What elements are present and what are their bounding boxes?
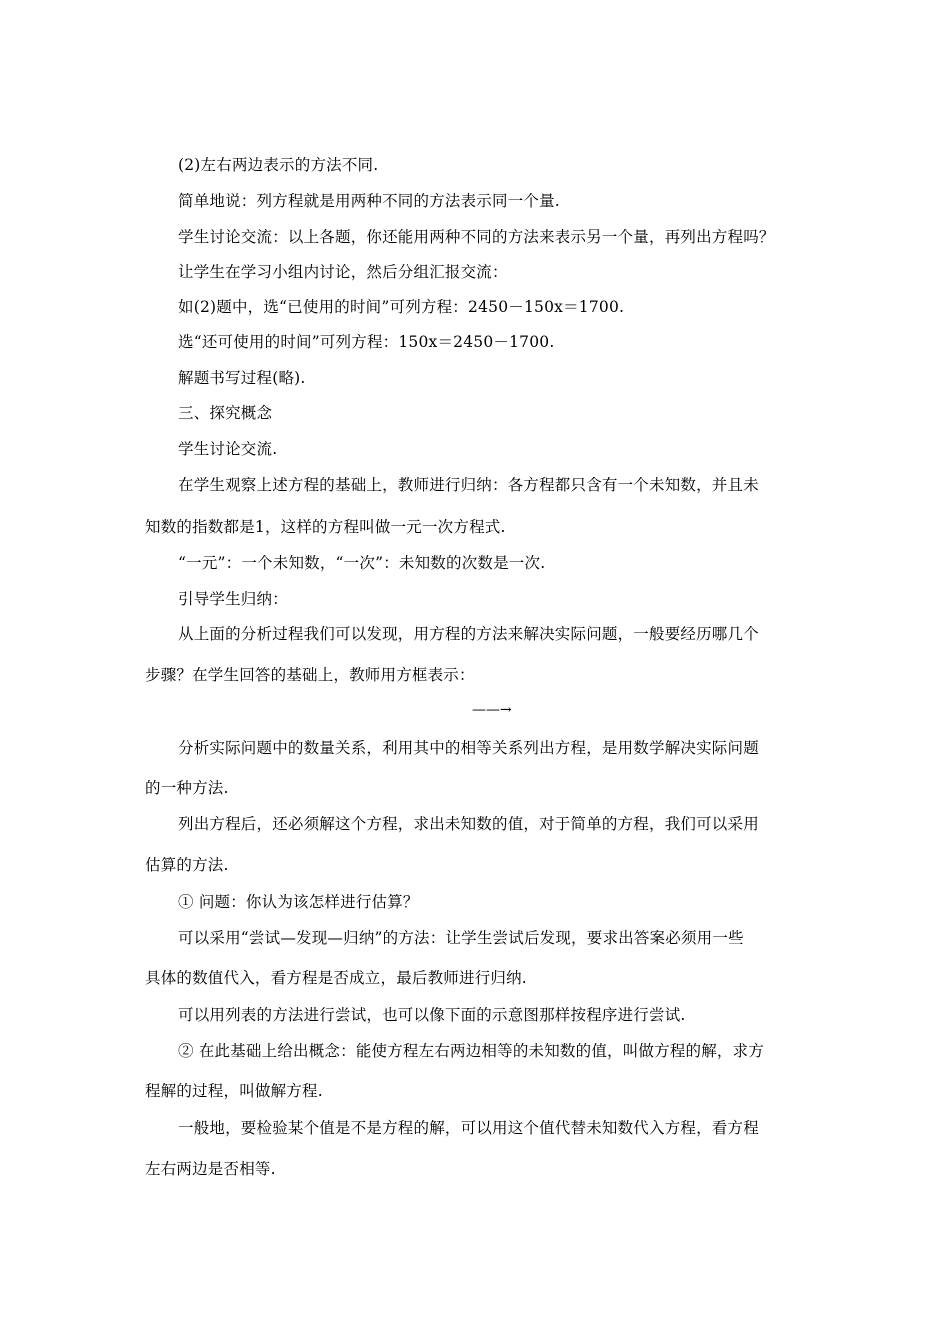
- paragraph-line-20: 估算的方法.: [145, 856, 229, 874]
- paragraph-line-23: 具体的数值代入，看方程是否成立，最后教师进行归纳.: [145, 969, 527, 987]
- paragraph-line-21: ① 问题：你认为该怎样进行估算？: [178, 893, 419, 911]
- paragraph-line-25: ② 在此基础上给出概念：能使方程左右两边相等的未知数的值，叫做方程的解，求方: [178, 1042, 765, 1060]
- paragraph-line-5: 如(2)题中，选“已使用的时间”可列方程：2450－150x＝1700.: [178, 298, 625, 316]
- paragraph-line-6: 选“还可使用的时间”可列方程：150x＝2450－1700.: [178, 333, 555, 351]
- arrow-icon: ——→: [472, 702, 512, 718]
- paragraph-line-11: 知数的指数都是1，这样的方程叫做一元一次方程式.: [145, 518, 506, 536]
- paragraph-line-27: 一般地，要检验某个值是不是方程的解，可以用这个值代替未知数代入方程，看方程: [178, 1119, 759, 1137]
- paragraph-line-10: 在学生观察上述方程的基础上，教师进行归纳：各方程都只含有一个未知数，并且未: [178, 476, 759, 494]
- paragraph-line-9: 学生讨论交流.: [178, 440, 278, 458]
- paragraph-line-7: 解题书写过程(略).: [178, 369, 306, 387]
- paragraph-line-13: 引导学生归纳：: [178, 590, 288, 608]
- paragraph-line-14: 从上面的分析过程我们可以发现，用方程的方法来解决实际问题，一般要经历哪几个: [178, 625, 759, 643]
- paragraph-line-3: 学生讨论交流：以上各题，你还能用两种不同的方法来表示另一个量，再列出方程吗？: [178, 228, 775, 246]
- paragraph-line-1: (2)左右两边表示的方法不同.: [178, 156, 379, 174]
- paragraph-line-18: 的一种方法.: [145, 779, 229, 797]
- paragraph-line-22: 可以采用“尝试—发现—归纳”的方法：让学生尝试后发现，要求出答案必须用一些: [178, 929, 744, 947]
- paragraph-line-15: 步骤？在学生回答的基础上，教师用方框表示：: [145, 666, 475, 684]
- paragraph-line-2: 简单地说：列方程就是用两种不同的方法表示同一个量.: [178, 192, 560, 210]
- paragraph-line-28: 左右两边是否相等.: [145, 1160, 276, 1178]
- paragraph-line-19: 列出方程后，还必须解这个方程，求出未知数的值，对于简单的方程，我们可以采用: [178, 815, 759, 833]
- paragraph-line-26: 程解的过程，叫做解方程.: [145, 1082, 323, 1100]
- paragraph-line-12: “一元”：一个未知数，“一次”：未知数的次数是一次.: [178, 554, 546, 572]
- paragraph-line-4: 让学生在学习小组内讨论，然后分组汇报交流：: [178, 263, 508, 281]
- paragraph-line-24: 可以用列表的方法进行尝试，也可以像下面的示意图那样按程序进行尝试.: [178, 1006, 686, 1024]
- section-heading: 三、探究概念: [178, 404, 273, 422]
- paragraph-line-17: 分析实际问题中的数量关系，利用其中的相等关系列出方程，是用数学解决实际问题: [178, 739, 759, 757]
